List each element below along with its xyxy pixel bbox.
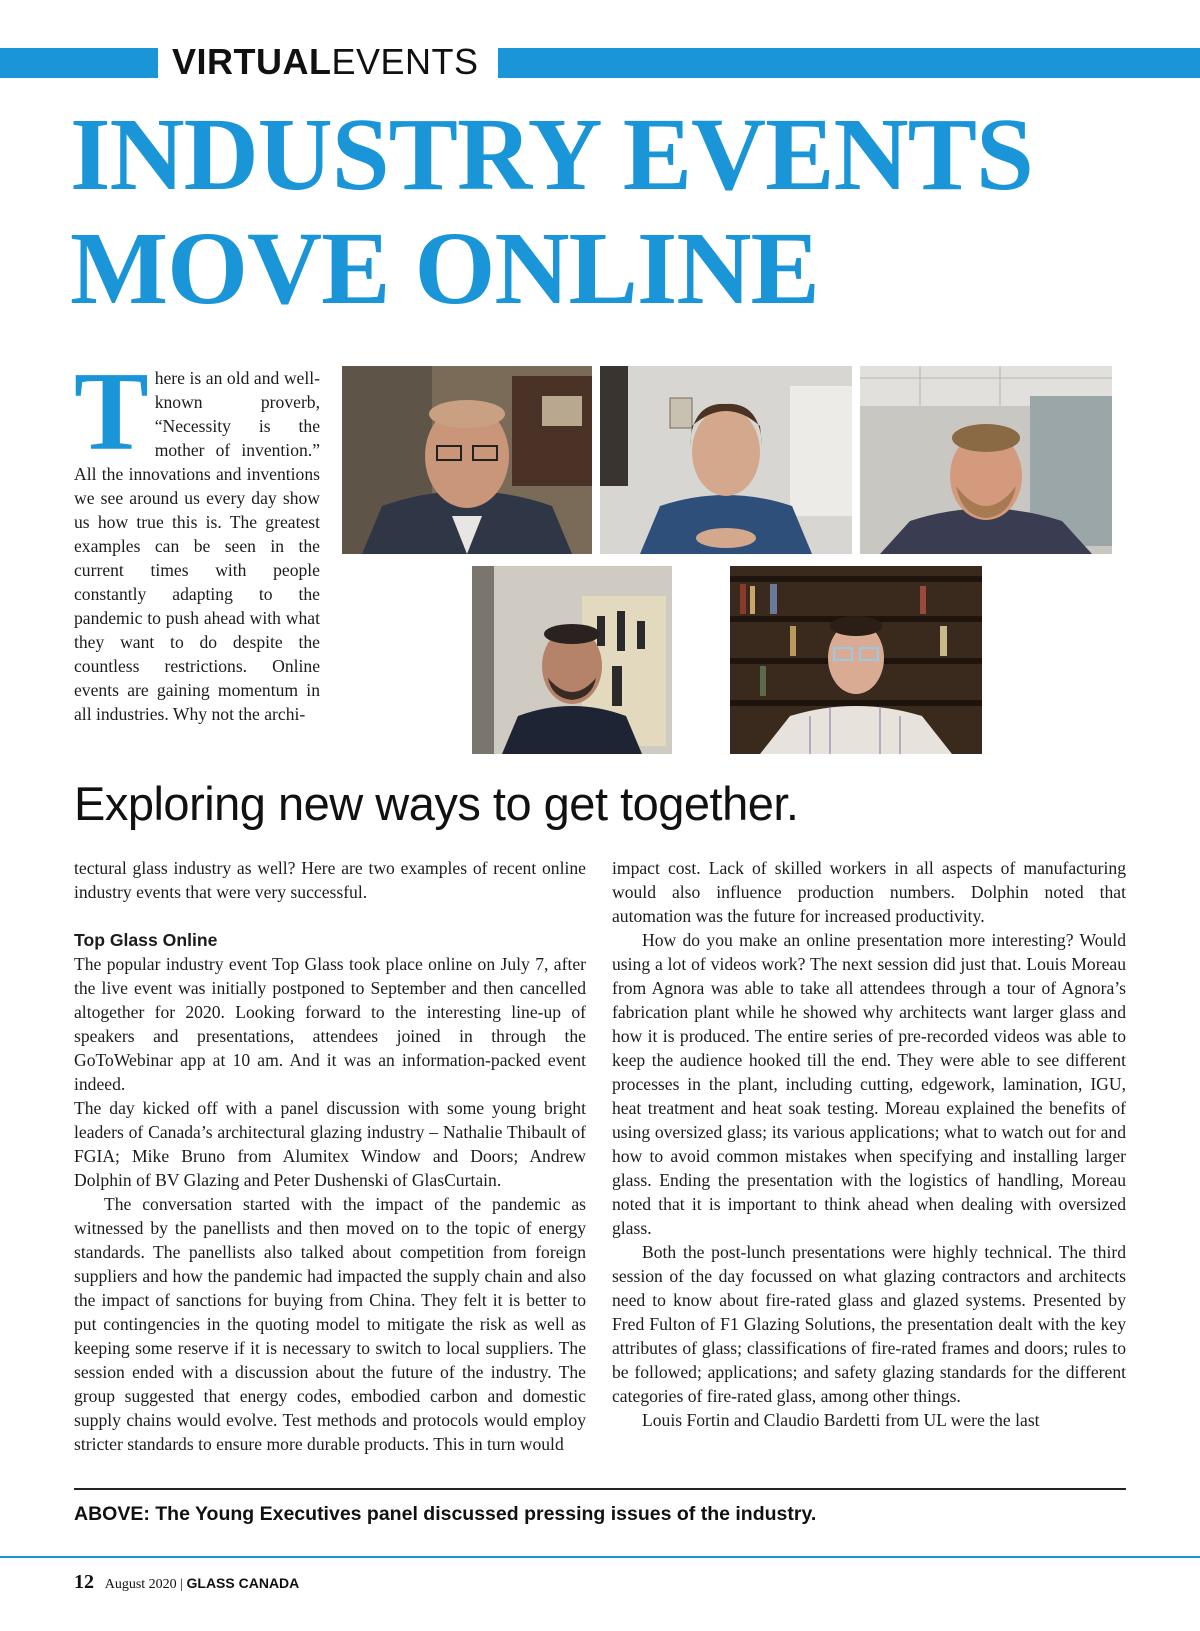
body-paragraph: The conversation started with the impact of the pandemic as witnessed by the panellists and then moved on to the topic of energy standards. The panellists also talked about competition from foreign suppliers and how the pandemic had impacted the supply chain and also the impact of sanctions for buying from China. They felt it is better to put contingencies in the quoting model to mitigate the risk as well as keeping some reserve if it is necessary to switch to local suppliers. The session ended with a discussion about the future of the industry. The group suggested that energy codes, embodied carbon and domestic supply chains would evolve. Test methods and protocols would employ stricter standards to ensure more durable products. This in turn would — [74, 1194, 586, 1454]
video-tile-5-image — [730, 566, 982, 754]
article-headline — [70, 98, 1033, 326]
body-column-left — [74, 856, 586, 1456]
publication-name: GLASS CANADA — [186, 1575, 300, 1591]
page-footer — [74, 1570, 299, 1597]
body-paragraph: The day kicked off with a panel discussion with some young bright leaders of Canada’s architectural glazing industry – Nathalie Thibault of FGIA; Mike Bruno from Alumitex Window and Doors; Andrew Dolphin of BV Glazing and Peter Dushenski of GlasCurtain. — [74, 1098, 586, 1190]
section-label-bold: VIRTUAL — [172, 41, 332, 82]
video-tile-2 — [600, 366, 852, 554]
body-paragraph: The popular industry event Top Glass took place online on July 7, after the live event was initially postponed to September and then cancelled altogether for 2020. Looking forward to the interesting line-up of speakers and presentations, attendees joined in through the GoToWebinar app at 10 am. And it was an information-packed event indeed. — [74, 954, 586, 1094]
footer-separator: | — [180, 1577, 183, 1592]
video-tile-4 — [472, 566, 672, 754]
video-tile-5 — [730, 566, 982, 754]
headline-line-2: MOVE ONLINE — [70, 211, 819, 326]
page-number: 12 — [74, 1571, 94, 1593]
body-paragraph: How do you make an online presentation more interesting? Would using a lot of videos work? The next session did just that. Louis Moreau from Agnora was able to take all attendees through a tour of Agnora’s fabrication plant while he showed why architects want larger glass and how it is produced. The entire series of pre-recorded videos was able to keep the audience hooked till the end. They were able to see different processes in the plant, including cutting, edgework, lamination, IGU, heat treatment and heat soak testing. Moreau explained the benefits of using oversized glass; its various applications; what to watch out for and how to avoid common mistakes when specifying and installing larger glass. Ending the presentation with the logistics of handling, Moreau noted that it is important to think ahead when dealing with oversized glass. — [612, 930, 1126, 1238]
issue-date: August 2020 — [104, 1577, 177, 1592]
photo-caption: ABOVE: The Young Executives panel discussed pressing issues of the industry. — [74, 1503, 817, 1525]
body-paragraph: impact cost. Lack of skilled workers in all aspects of manufacturing would also influence production numbers. Dolphin noted that automation was the future for increased productivity. — [612, 858, 1126, 926]
headline-line-1: INDUSTRY EVENTS — [70, 97, 1033, 212]
video-tile-3-image — [860, 366, 1112, 554]
caption-divider — [74, 1488, 1126, 1490]
video-tile-2-image — [600, 366, 852, 554]
video-tile-3 — [860, 366, 1112, 554]
section-label-light: EVENTS — [331, 41, 479, 82]
section-bar-left — [0, 48, 158, 78]
body-column-right — [612, 856, 1126, 1432]
section-label — [172, 40, 479, 84]
intro-paragraph — [74, 350, 320, 726]
body-paragraph: Both the post-lunch presentations were highly technical. The third session of the day focussed on what glazing contractors and architects need to know about fire-rated glass and glazed systems. Presented by Fred Fulton of F1 Glazing Solutions, the presentation dealt with the key attributes of glass; classifications of fire-rated frames and doors; rules to be followed; applications; and safety glazing standards for the different categories of fire-rated glass, among other things. — [612, 1242, 1126, 1406]
video-tile-1 — [342, 366, 592, 554]
body-paragraph: tectural glass industry as well? Here are two examples of recent online industry events that were very successful. — [74, 858, 586, 902]
section-bar-right — [498, 48, 1200, 78]
video-tile-4-image — [472, 566, 672, 754]
intro-text: here is an old and well-known proverb, “Necessity is the mother of invention.” All the innovations and inventions we see around us every day show us how true this is. The greatest examples can be seen in the current times with people constantly adapting to the pandemic to push ahead with what they want to do despite the countless restrictions. Online events are gaining momentum in all industries. Why not the archi- — [74, 368, 320, 724]
drop-cap: T — [74, 350, 149, 474]
body-paragraph: Louis Fortin and Claudio Bardetti from UL were the last — [642, 1410, 1040, 1430]
section-heading-top-glass-online: Top Glass Online — [74, 930, 218, 950]
video-tile-1-image — [342, 366, 592, 554]
footer-divider — [0, 1556, 1200, 1558]
article-subhead: Exploring new ways to get together. — [74, 777, 799, 830]
